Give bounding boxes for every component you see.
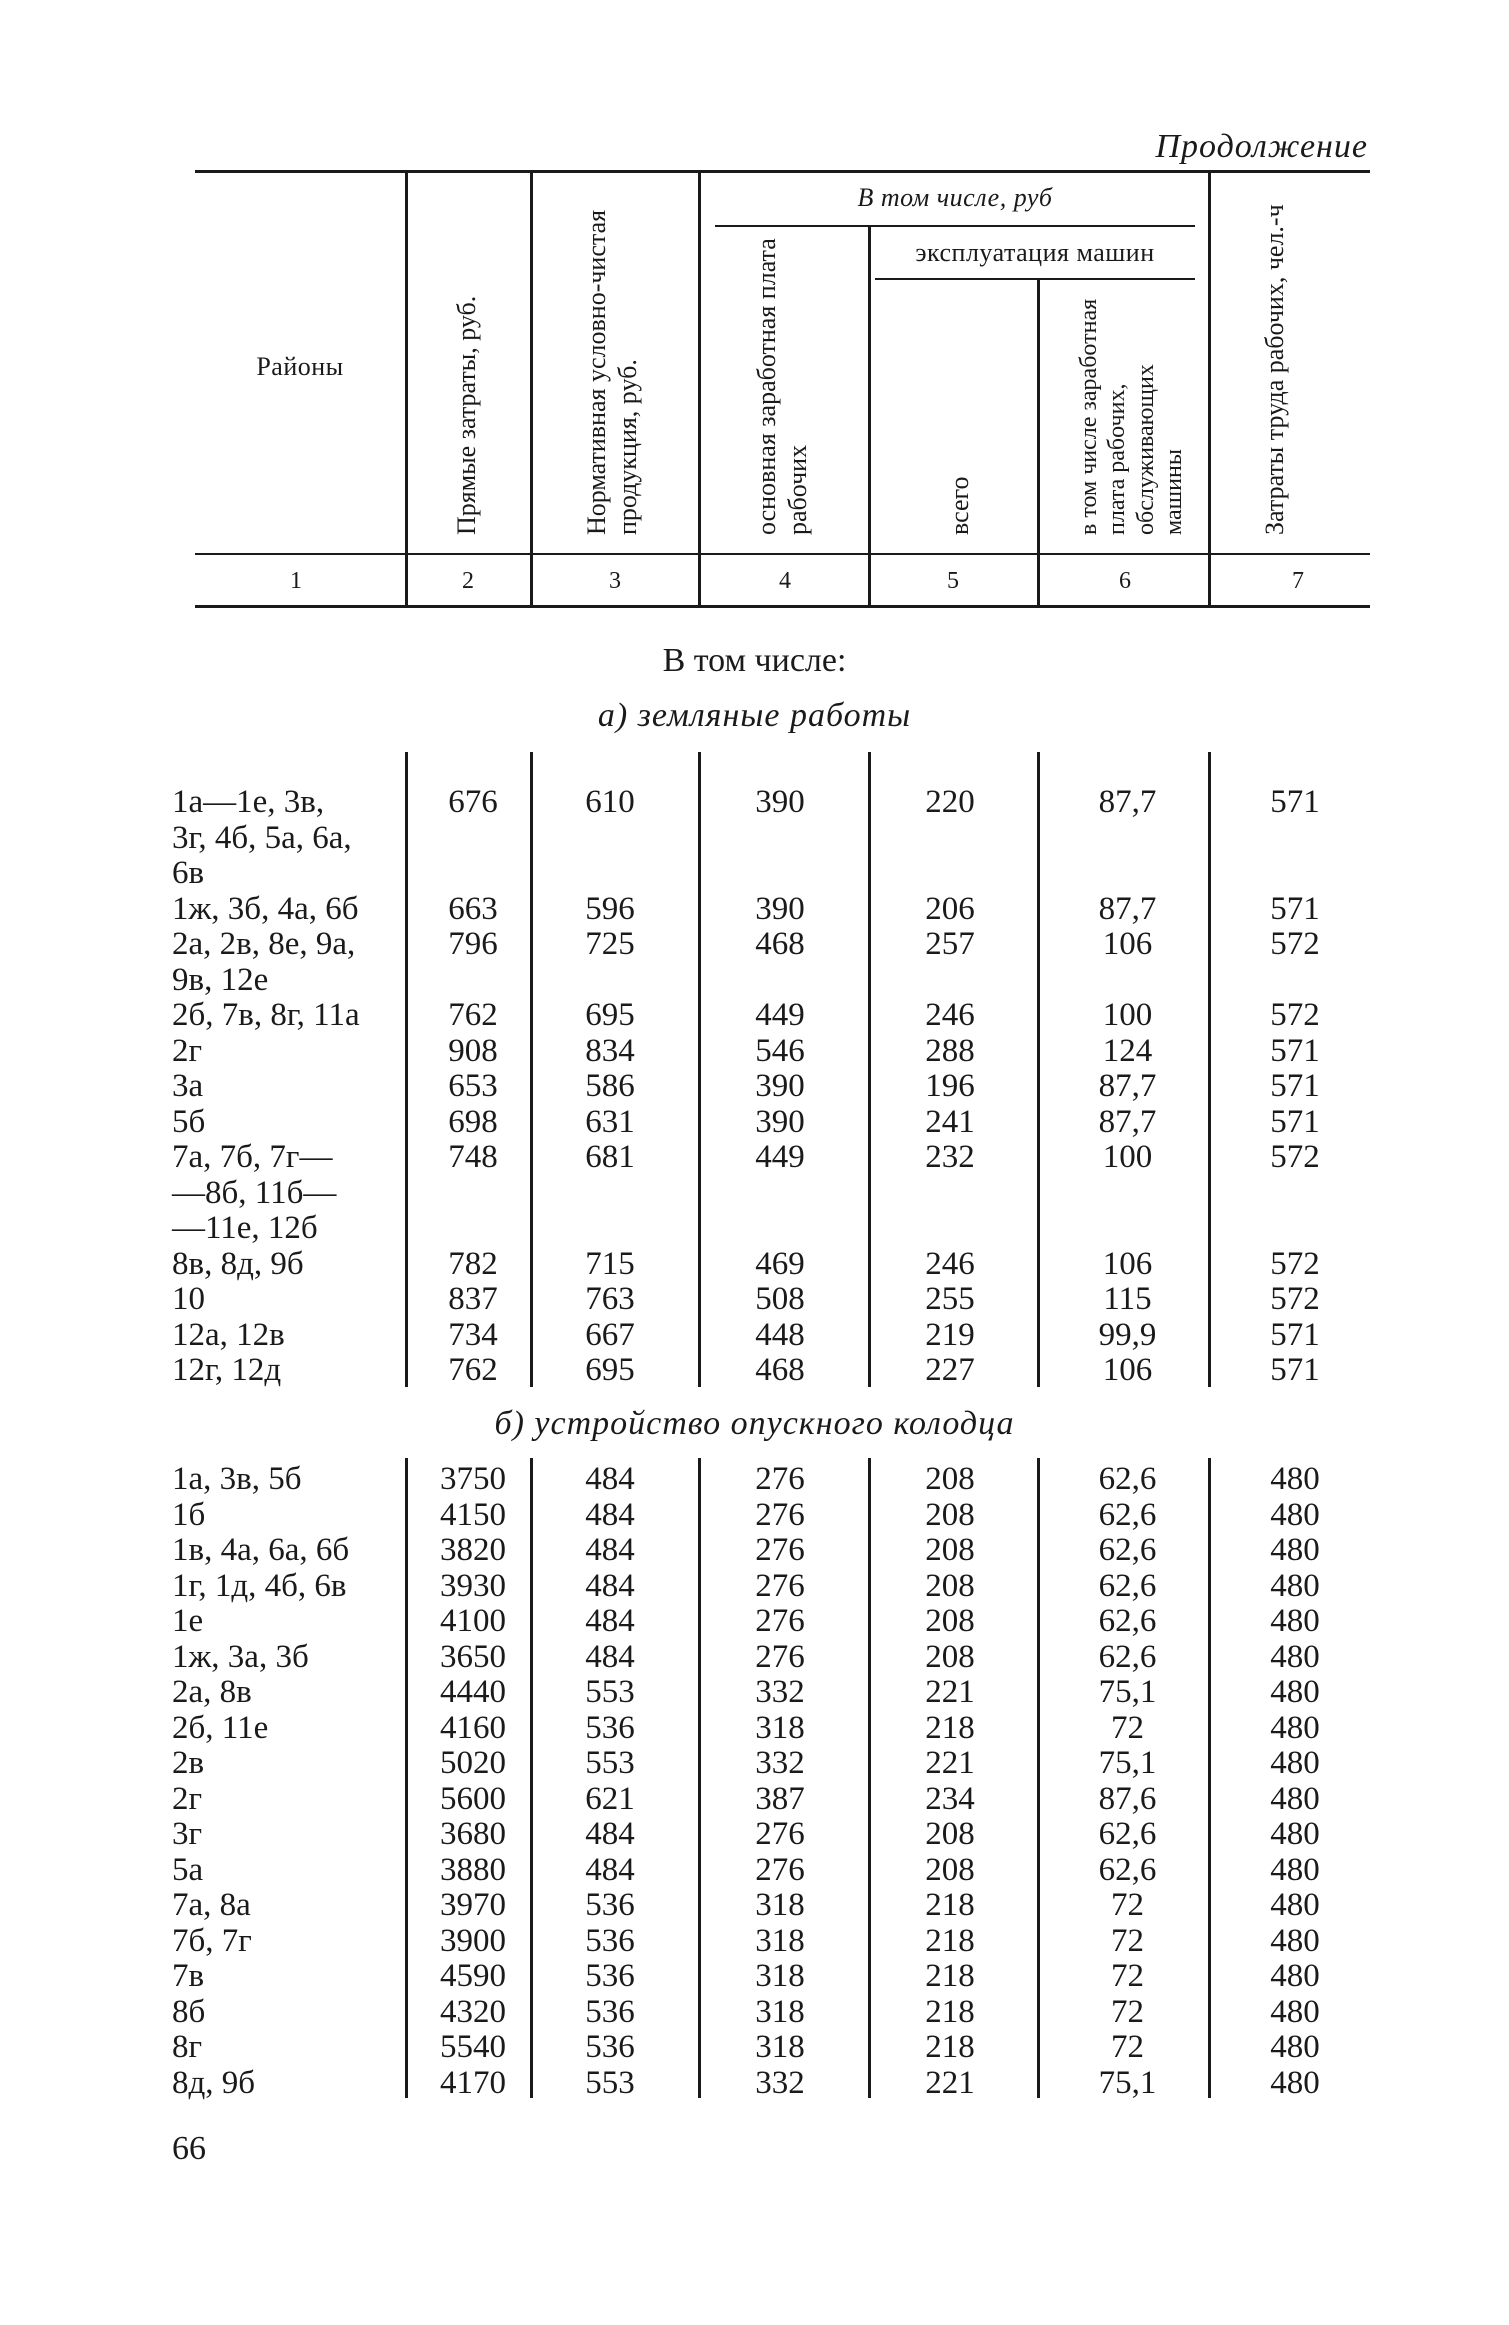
- labor-cell: 480: [1270, 1993, 1320, 2030]
- table-row: [0, 1782, 1509, 1818]
- colnum-2: 2: [462, 568, 474, 594]
- base-wage-cell: 449: [755, 1139, 805, 1175]
- base-wage-cell: 318: [755, 1887, 805, 1923]
- normative-output-cell: 725: [585, 926, 635, 962]
- normative-output-cell: 536: [585, 1922, 635, 1959]
- section-b-rows: [0, 1462, 1509, 2101]
- direct-costs-cell: 4170: [440, 2064, 506, 2101]
- normative-output-cell: 536: [585, 2029, 635, 2065]
- normative-output-cell: 484: [585, 1816, 635, 1852]
- table-row: [0, 1211, 1509, 1247]
- direct-costs-cell: 663: [448, 890, 498, 927]
- machine-wage-cell: 62,6: [1098, 1461, 1157, 1497]
- machine-total-cell: 208: [925, 1461, 975, 1497]
- machine-total-cell: 255: [925, 1281, 975, 1317]
- colnum-1: 1: [290, 568, 302, 594]
- normative-output-cell: 610: [585, 784, 635, 820]
- district-cell: 12а, 12в: [172, 1316, 285, 1353]
- district-cell: 10: [172, 1281, 205, 1317]
- table-row: [0, 2030, 1509, 2066]
- table-row: [0, 998, 1509, 1034]
- district-cell: 1ж, 3а, 3б: [172, 1638, 309, 1675]
- base-wage-cell: 332: [755, 2064, 805, 2101]
- direct-costs-cell: 3750: [440, 1461, 506, 1497]
- direct-costs-cell: 4320: [440, 1993, 506, 2030]
- labor-cell: 571: [1270, 784, 1320, 820]
- machine-total-cell: 234: [925, 1780, 975, 1817]
- district-cell: 1ж, 3б, 4а, 6б: [172, 890, 359, 927]
- district-cell: —11е, 12б: [172, 1210, 318, 1246]
- top-rule: [195, 170, 1370, 173]
- machine-total-cell: 246: [925, 1245, 975, 1282]
- normative-output-cell: 763: [585, 1281, 635, 1317]
- table-row: [0, 1746, 1509, 1782]
- labor-cell: 571: [1270, 1032, 1320, 1069]
- base-wage-cell: 469: [755, 1245, 805, 1282]
- table-row: [0, 1353, 1509, 1389]
- machine-total-cell: 219: [925, 1316, 975, 1353]
- direct-costs-cell: 3680: [440, 1816, 506, 1852]
- machine-total-cell: 218: [925, 1922, 975, 1959]
- normative-output-cell: 596: [585, 890, 635, 927]
- normative-output-cell: 484: [585, 1851, 635, 1888]
- district-cell: 2в: [172, 1745, 205, 1781]
- table-row: [0, 1462, 1509, 1498]
- labor-cell: 571: [1270, 1068, 1320, 1104]
- base-wage-cell: 390: [755, 784, 805, 820]
- labor-cell: 571: [1270, 1103, 1320, 1140]
- district-cell: 7а, 8а: [172, 1887, 251, 1923]
- district-cell: 7а, 7б, 7г—: [172, 1139, 333, 1175]
- district-cell: 8г: [172, 2029, 203, 2065]
- table-row: [0, 1711, 1509, 1747]
- direct-costs-cell: 908: [448, 1032, 498, 1069]
- normative-output-cell: 536: [585, 1958, 635, 1994]
- header-machine-wage-text: в том числе заработная плата рабочих, обслуживающих машины: [1076, 298, 1187, 535]
- machine-total-cell: 257: [925, 926, 975, 962]
- table-row: [0, 1034, 1509, 1070]
- machine-total-cell: 218: [925, 1958, 975, 1994]
- labor-cell: 480: [1270, 1461, 1320, 1497]
- table-row: [0, 963, 1509, 999]
- section-a-rows: [0, 785, 1509, 1389]
- base-wage-cell: 276: [755, 1851, 805, 1888]
- direct-costs-cell: 748: [448, 1139, 498, 1175]
- normative-output-cell: 631: [585, 1103, 635, 1140]
- normative-output-cell: 484: [585, 1496, 635, 1533]
- colnum-4: 4: [779, 568, 791, 594]
- table-row: [0, 1498, 1509, 1534]
- base-wage-cell: 318: [755, 1709, 805, 1746]
- table-row: [0, 821, 1509, 857]
- table-row: [0, 1069, 1509, 1105]
- table-row: [0, 927, 1509, 963]
- labor-cell: 480: [1270, 1816, 1320, 1852]
- machine-wage-cell: 87,7: [1098, 890, 1157, 927]
- base-wage-cell: 276: [755, 1638, 805, 1675]
- machine-wage-cell: 62,6: [1098, 1851, 1157, 1888]
- labor-cell: 572: [1270, 997, 1320, 1033]
- base-wage-cell: 508: [755, 1281, 805, 1317]
- labor-cell: 571: [1270, 1316, 1320, 1353]
- district-cell: 2б, 11е: [172, 1709, 269, 1746]
- labor-cell: 480: [1270, 1958, 1320, 1994]
- machine-wage-cell: 100: [1102, 1139, 1153, 1175]
- table-row: [0, 1924, 1509, 1960]
- direct-costs-cell: 762: [448, 1352, 498, 1388]
- machine-wage-cell: 99,9: [1098, 1316, 1157, 1353]
- district-cell: 5а: [172, 1851, 204, 1888]
- table-row: [0, 856, 1509, 892]
- labor-cell: 480: [1270, 1532, 1320, 1568]
- normative-output-cell: 695: [585, 997, 635, 1033]
- direct-costs-cell: 676: [448, 784, 498, 820]
- normative-output-cell: 834: [585, 1032, 635, 1069]
- district-cell: 8д, 9б: [172, 2064, 256, 2101]
- table-row: [0, 1569, 1509, 1605]
- header-direct-costs: Прямые затраты, руб.: [452, 295, 481, 535]
- header-normative-output-text: Нормативная условно-чистая продукция, руб.: [582, 209, 642, 535]
- colnum-7: 7: [1292, 568, 1304, 594]
- table-row: [0, 2066, 1509, 2102]
- normative-output-cell: 484: [585, 1603, 635, 1639]
- table-row: [0, 1140, 1509, 1176]
- machine-total-cell: 206: [925, 890, 975, 927]
- direct-costs-cell: 837: [448, 1281, 498, 1317]
- machine-total-cell: 232: [925, 1139, 975, 1175]
- machine-total-cell: 221: [925, 2064, 975, 2101]
- table-row: [0, 1533, 1509, 1569]
- header-vline-2: [530, 173, 533, 605]
- header-vline-4: [868, 227, 871, 605]
- base-wage-cell: 318: [755, 1922, 805, 1959]
- machine-total-cell: 208: [925, 1567, 975, 1604]
- machine-total-cell: 221: [925, 1674, 975, 1710]
- machine-total-cell: 218: [925, 1993, 975, 2030]
- machine-total-cell: 288: [925, 1032, 975, 1069]
- labor-cell: 480: [1270, 1887, 1320, 1923]
- base-wage-cell: 318: [755, 1958, 805, 1994]
- base-wage-cell: 276: [755, 1461, 805, 1497]
- base-wage-cell: 387: [755, 1780, 805, 1817]
- normative-output-cell: 553: [585, 1745, 635, 1781]
- district-cell: 3г: [172, 1816, 203, 1852]
- labor-cell: 480: [1270, 1922, 1320, 1959]
- district-cell: 7в: [172, 1958, 205, 1994]
- machine-total-cell: 218: [925, 1887, 975, 1923]
- base-wage-cell: 449: [755, 997, 805, 1033]
- direct-costs-cell: 5020: [440, 1745, 506, 1781]
- direct-costs-cell: 762: [448, 997, 498, 1033]
- labor-cell: 480: [1270, 1851, 1320, 1888]
- header-base-wage-text: основная заработная плата рабочих: [752, 238, 812, 535]
- normative-output-cell: 484: [585, 1532, 635, 1568]
- district-cell: 8в, 8д, 9б: [172, 1245, 304, 1282]
- labor-cell: 480: [1270, 1745, 1320, 1781]
- table-row: [0, 1995, 1509, 2031]
- base-wage-cell: 390: [755, 1068, 805, 1104]
- machine-total-cell: 227: [925, 1352, 975, 1388]
- including-title: В том числе:: [662, 642, 847, 679]
- district-cell: 2а, 2в, 8е, 9а,: [172, 926, 356, 962]
- header-machine-wage: [1075, 280, 1188, 535]
- direct-costs-cell: 3970: [440, 1887, 506, 1923]
- machine-total-cell: 246: [925, 997, 975, 1033]
- header-vline-5: [1037, 280, 1040, 605]
- machine-wage-cell: 87,7: [1098, 784, 1157, 820]
- base-wage-cell: 318: [755, 2029, 805, 2065]
- table-row: [0, 785, 1509, 821]
- table-row: [0, 1959, 1509, 1995]
- normative-output-cell: 484: [585, 1638, 635, 1675]
- table-row: [0, 1817, 1509, 1853]
- district-cell: 2г: [172, 1780, 203, 1817]
- district-cell: 1а, 3в, 5б: [172, 1461, 302, 1497]
- normative-output-cell: 536: [585, 1887, 635, 1923]
- labor-cell: 480: [1270, 1603, 1320, 1639]
- labor-cell: 480: [1270, 1567, 1320, 1604]
- labor-cell: 480: [1270, 2029, 1320, 2065]
- labor-cell: 480: [1270, 1709, 1320, 1746]
- machine-wage-cell: 62,6: [1098, 1567, 1157, 1604]
- machine-total-cell: 208: [925, 1816, 975, 1852]
- machine-total-cell: 218: [925, 2029, 975, 2065]
- machine-wage-cell: 87,7: [1098, 1103, 1157, 1140]
- header-machine-group: эксплуатация машин: [915, 238, 1155, 267]
- direct-costs-cell: 4100: [440, 1603, 506, 1639]
- machine-wage-cell: 72: [1111, 1993, 1144, 2030]
- labor-cell: 572: [1270, 926, 1320, 962]
- labor-cell: 572: [1270, 1139, 1320, 1175]
- base-wage-cell: 390: [755, 890, 805, 927]
- machine-wage-cell: 75,1: [1098, 2064, 1157, 2101]
- machine-wage-cell: 62,6: [1098, 1603, 1157, 1639]
- base-wage-cell: 276: [755, 1532, 805, 1568]
- district-cell: 1г, 1д, 4б, 6в: [172, 1567, 347, 1604]
- machine-wage-cell: 75,1: [1098, 1674, 1157, 1710]
- labor-cell: 571: [1270, 1352, 1320, 1388]
- header-vline-1: [405, 173, 408, 605]
- normative-output-cell: 695: [585, 1352, 635, 1388]
- header-labor: [1260, 175, 1291, 535]
- header-normative-output: [582, 175, 643, 535]
- normative-output-cell: 536: [585, 1993, 635, 2030]
- direct-costs-cell: 4160: [440, 1709, 506, 1746]
- normative-output-cell: 681: [585, 1139, 635, 1175]
- direct-costs-cell: 3820: [440, 1532, 506, 1568]
- normative-output-cell: 586: [585, 1068, 635, 1104]
- direct-costs-cell: 3880: [440, 1851, 506, 1888]
- table-row: [0, 1247, 1509, 1283]
- machine-total-cell: 218: [925, 1709, 975, 1746]
- direct-costs-cell: 5600: [440, 1780, 506, 1817]
- machine-wage-cell: 72: [1111, 1887, 1144, 1923]
- machine-wage-cell: 62,6: [1098, 1532, 1157, 1568]
- machine-wage-cell: 115: [1103, 1281, 1152, 1317]
- labor-cell: 572: [1270, 1245, 1320, 1282]
- base-wage-cell: 332: [755, 1745, 805, 1781]
- header-vline-3: [698, 173, 701, 605]
- district-cell: 1в, 4а, 6а, 6б: [172, 1532, 350, 1568]
- direct-costs-cell: 3900: [440, 1922, 506, 1959]
- normative-output-cell: 715: [585, 1245, 635, 1282]
- colnum-3: 3: [609, 568, 621, 594]
- direct-costs-cell: 5540: [440, 2029, 506, 2065]
- continuation-label: Продолжение: [1155, 128, 1368, 165]
- direct-costs-cell: 782: [448, 1245, 498, 1282]
- direct-costs-cell: 796: [448, 926, 498, 962]
- base-wage-cell: 332: [755, 1674, 805, 1710]
- direct-costs-cell: 3650: [440, 1638, 506, 1675]
- labor-cell: 571: [1270, 890, 1320, 927]
- table-row: [0, 1282, 1509, 1318]
- machine-total-cell: 208: [925, 1851, 975, 1888]
- machine-total-cell: 208: [925, 1603, 975, 1639]
- base-wage-cell: 468: [755, 1352, 805, 1388]
- normative-output-cell: 484: [585, 1461, 635, 1497]
- machine-wage-cell: 72: [1111, 1709, 1144, 1746]
- district-cell: 1б: [172, 1496, 206, 1533]
- machine-total-cell: 208: [925, 1496, 975, 1533]
- machine-wage-cell: 87,6: [1098, 1780, 1157, 1817]
- machine-total-cell: 241: [925, 1103, 975, 1140]
- direct-costs-cell: 4440: [440, 1674, 506, 1710]
- district-cell: 2г: [172, 1032, 203, 1069]
- base-wage-cell: 468: [755, 926, 805, 962]
- machine-wage-cell: 124: [1102, 1032, 1153, 1069]
- normative-output-cell: 536: [585, 1709, 635, 1746]
- table-row: [0, 1853, 1509, 1889]
- table-row: [0, 892, 1509, 928]
- normative-output-cell: 484: [585, 1567, 635, 1604]
- header-districts: Районы: [256, 352, 344, 381]
- labor-cell: 480: [1270, 1496, 1320, 1533]
- section-b-title: б) устройство опускного колодца: [494, 1405, 1015, 1442]
- machine-total-cell: 208: [925, 1532, 975, 1568]
- machine-total-cell: 196: [925, 1068, 975, 1104]
- table-row: [0, 1604, 1509, 1640]
- base-wage-cell: 448: [755, 1316, 805, 1353]
- table-row: [0, 1675, 1509, 1711]
- district-cell: 9в, 12е: [172, 961, 269, 998]
- district-cell: 7б, 7г: [172, 1922, 252, 1959]
- labor-cell: 480: [1270, 1674, 1320, 1710]
- district-cell: —8б, 11б—: [172, 1174, 337, 1211]
- direct-costs-cell: 4590: [440, 1958, 506, 1994]
- table-row: [0, 1105, 1509, 1141]
- district-cell: 3а: [172, 1068, 204, 1104]
- machine-wage-cell: 100: [1102, 997, 1153, 1033]
- machine-total-cell: 208: [925, 1638, 975, 1675]
- section-a-title: а) земляные работы: [597, 697, 912, 734]
- machine-total-cell: 221: [925, 1745, 975, 1781]
- base-wage-cell: 276: [755, 1567, 805, 1604]
- header-labor-text: Затраты труда рабочих, чел.-ч: [1260, 204, 1289, 535]
- district-cell: 5б: [172, 1103, 206, 1140]
- district-cell: 2б, 7в, 8г, 11а: [172, 997, 360, 1033]
- machine-total-cell: 220: [925, 784, 975, 820]
- direct-costs-cell: 653: [448, 1068, 498, 1104]
- machine-wage-cell: 72: [1111, 2029, 1144, 2065]
- header-incl-group: В том числе, руб: [857, 183, 1053, 212]
- header-bottom-rule: [195, 553, 1370, 555]
- machine-wage-cell: 72: [1111, 1922, 1144, 1959]
- machine-wage-cell: 62,6: [1098, 1816, 1157, 1852]
- base-wage-cell: 276: [755, 1603, 805, 1639]
- normative-output-cell: 621: [585, 1780, 635, 1817]
- normative-output-cell: 553: [585, 2064, 635, 2101]
- table-row: [0, 1318, 1509, 1354]
- district-cell: 6в: [172, 855, 205, 891]
- header-base-wage: [752, 215, 813, 535]
- header-machine-total: всего: [945, 476, 974, 535]
- base-wage-cell: 546: [755, 1032, 805, 1069]
- machine-wage-cell: 62,6: [1098, 1496, 1157, 1533]
- normative-output-cell: 667: [585, 1316, 635, 1353]
- normative-output-cell: 553: [585, 1674, 635, 1710]
- labor-cell: 572: [1270, 1281, 1320, 1317]
- district-cell: 2а, 8в: [172, 1674, 252, 1710]
- header-vline-6: [1208, 173, 1211, 605]
- direct-costs-cell: 698: [448, 1103, 498, 1140]
- base-wage-cell: 276: [755, 1496, 805, 1533]
- table-row: [0, 1176, 1509, 1212]
- district-cell: 8б: [172, 1993, 206, 2030]
- district-cell: 1е: [172, 1603, 204, 1639]
- direct-costs-cell: 3930: [440, 1567, 506, 1604]
- labor-cell: 480: [1270, 1780, 1320, 1817]
- base-wage-cell: 318: [755, 1993, 805, 2030]
- district-cell: 1а—1е, 3в,: [172, 784, 325, 820]
- direct-costs-cell: 734: [448, 1316, 498, 1353]
- machine-wage-cell: 75,1: [1098, 1745, 1157, 1781]
- labor-cell: 480: [1270, 1638, 1320, 1675]
- machine-wage-cell: 72: [1111, 1958, 1144, 1994]
- direct-costs-cell: 4150: [440, 1496, 506, 1533]
- machine-wage-cell: 106: [1102, 1245, 1153, 1282]
- base-wage-cell: 276: [755, 1816, 805, 1852]
- table-row: [0, 1888, 1509, 1924]
- colnum-6: 6: [1119, 568, 1131, 594]
- colnum-5: 5: [947, 568, 959, 594]
- base-wage-cell: 390: [755, 1103, 805, 1140]
- machine-wage-cell: 106: [1102, 1352, 1153, 1388]
- page-number: 66: [172, 2130, 206, 2167]
- colnum-bottom-rule: [195, 605, 1370, 608]
- machine-wage-cell: 106: [1102, 926, 1153, 962]
- district-cell: 3г, 4б, 5а, 6а,: [172, 819, 352, 856]
- labor-cell: 480: [1270, 2064, 1320, 2101]
- table-row: [0, 1640, 1509, 1676]
- machine-wage-cell: 62,6: [1098, 1638, 1157, 1675]
- machine-wage-cell: 87,7: [1098, 1068, 1157, 1104]
- district-cell: 12г, 12д: [172, 1352, 282, 1388]
